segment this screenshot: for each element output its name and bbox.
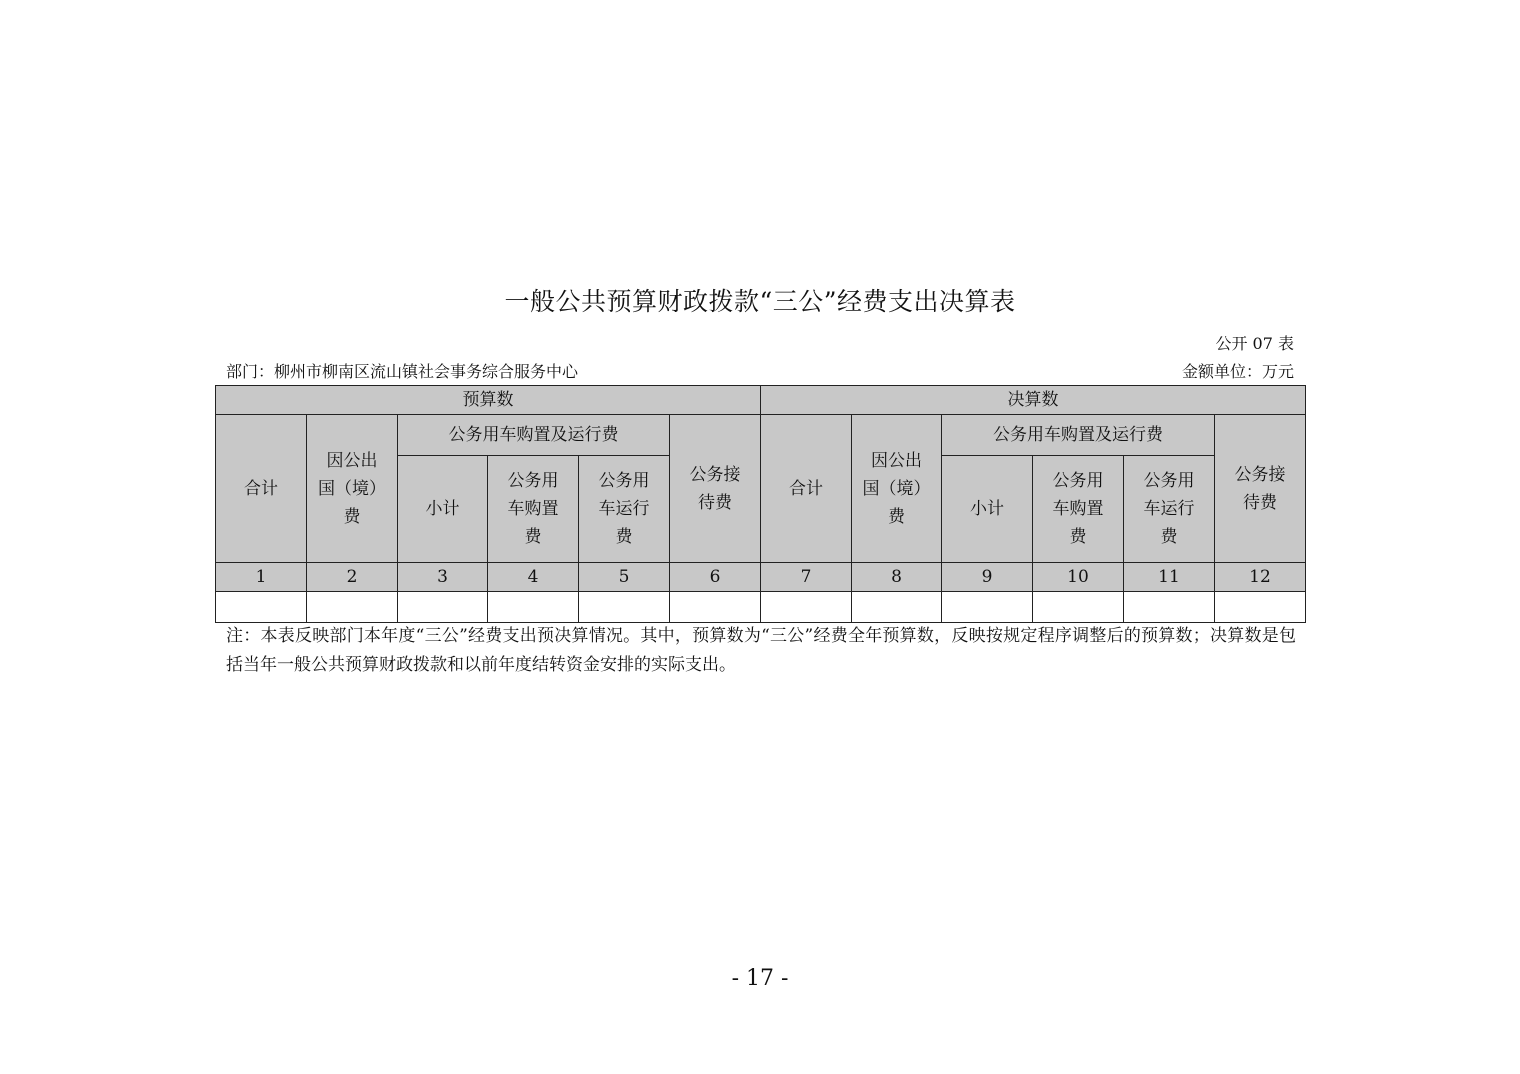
amount-unit-label: 金额单位：万元 <box>1181 362 1294 381</box>
data-cell <box>398 592 488 623</box>
final-operate-header <box>1124 456 1215 563</box>
data-cell <box>307 592 398 623</box>
col-number: 2 <box>307 563 398 592</box>
final-header: 决算数 <box>761 386 1306 415</box>
budget-operate-header <box>579 456 670 563</box>
final-purchase-line3: 费 <box>1069 527 1087 547</box>
budget-abroad-line3: 费 <box>343 506 361 527</box>
col-number: 10 <box>1033 563 1124 592</box>
final-subtotal-header: 小计 <box>942 456 1033 563</box>
page-number: - 17 - <box>731 966 789 991</box>
budget-header: 预算数 <box>216 386 761 415</box>
column-number-row <box>216 563 1306 592</box>
header-row-1 <box>216 386 1306 415</box>
col-number: 4 <box>488 563 579 592</box>
final-operate-line3: 费 <box>1160 527 1178 547</box>
data-cell <box>579 592 670 623</box>
col-number: 12 <box>1215 563 1306 592</box>
final-abroad-line2: 国（境） <box>862 478 931 499</box>
header-row-2 <box>216 415 1306 456</box>
col-number: 7 <box>761 563 852 592</box>
budget-abroad-header <box>307 415 398 563</box>
final-operate-line1: 公务用 <box>1143 471 1195 491</box>
data-cell <box>488 592 579 623</box>
final-abroad-line3: 费 <box>888 506 905 527</box>
budget-operate-line3: 费 <box>615 527 633 547</box>
budget-purchase-line2: 车购置 <box>507 499 559 519</box>
final-abroad-line1: 因公出 <box>871 450 922 471</box>
final-reception-line1: 公务接 <box>1234 464 1286 485</box>
budget-reception-line2: 待费 <box>698 492 732 513</box>
table-note: 注：本表反映部门本年度“三公”经费支出预决算情况。其中，预算数为“三公”经费全年预算数，反映按规定程序调整后的预算数；决算数是包括当年一般公共预算财政拨款和以前年度结转资金安排的实际支出。 <box>226 626 1296 675</box>
budget-reception-header <box>670 415 761 563</box>
col-number: 9 <box>942 563 1033 592</box>
data-cell <box>670 592 761 623</box>
department-label: 部门：柳州市柳南区流山镇社会事务综合服务中心 <box>226 362 579 381</box>
budget-purchase-line1: 公务用 <box>507 471 559 491</box>
col-number: 5 <box>579 563 670 592</box>
budget-purchase-header <box>488 456 579 563</box>
budget-abroad-line1: 因公出 <box>326 450 378 471</box>
budget-purchase-line3: 费 <box>524 527 542 547</box>
budget-operate-line1: 公务用 <box>598 471 650 491</box>
data-cell <box>1033 592 1124 623</box>
final-reception-header <box>1215 415 1306 563</box>
data-row <box>216 592 1306 623</box>
final-reception-line2: 待费 <box>1243 492 1277 513</box>
col-number: 11 <box>1124 563 1215 592</box>
three-public-expenses-table <box>215 385 1306 623</box>
col-number: 1 <box>216 563 307 592</box>
data-cell <box>216 592 307 623</box>
data-cell <box>1124 592 1215 623</box>
final-purchase-header <box>1033 456 1124 563</box>
budget-operate-line2: 车运行 <box>598 499 650 519</box>
data-cell <box>942 592 1033 623</box>
final-vehicle-group-header: 公务用车购置及运行费 <box>942 415 1215 456</box>
final-total-header: 合计 <box>761 415 852 563</box>
col-number: 3 <box>398 563 488 592</box>
col-number: 8 <box>852 563 942 592</box>
budget-total-header: 合计 <box>216 415 307 563</box>
budget-subtotal-header: 小计 <box>398 456 488 563</box>
page-title: 一般公共预算财政拨款“三公”经费支出决算表 <box>504 287 1016 316</box>
final-abroad-header <box>852 415 942 563</box>
budget-reception-line1: 公务接 <box>689 464 741 485</box>
col-number: 6 <box>670 563 761 592</box>
final-operate-line2: 车运行 <box>1143 499 1195 519</box>
budget-abroad-line2: 国（境） <box>318 478 386 499</box>
form-number: 公开 07 表 <box>1215 334 1294 353</box>
data-cell <box>852 592 942 623</box>
budget-vehicle-group-header: 公务用车购置及运行费 <box>398 415 670 456</box>
final-purchase-line2: 车购置 <box>1052 499 1104 519</box>
final-purchase-line1: 公务用 <box>1052 471 1104 491</box>
data-cell <box>1215 592 1306 623</box>
data-cell <box>761 592 852 623</box>
